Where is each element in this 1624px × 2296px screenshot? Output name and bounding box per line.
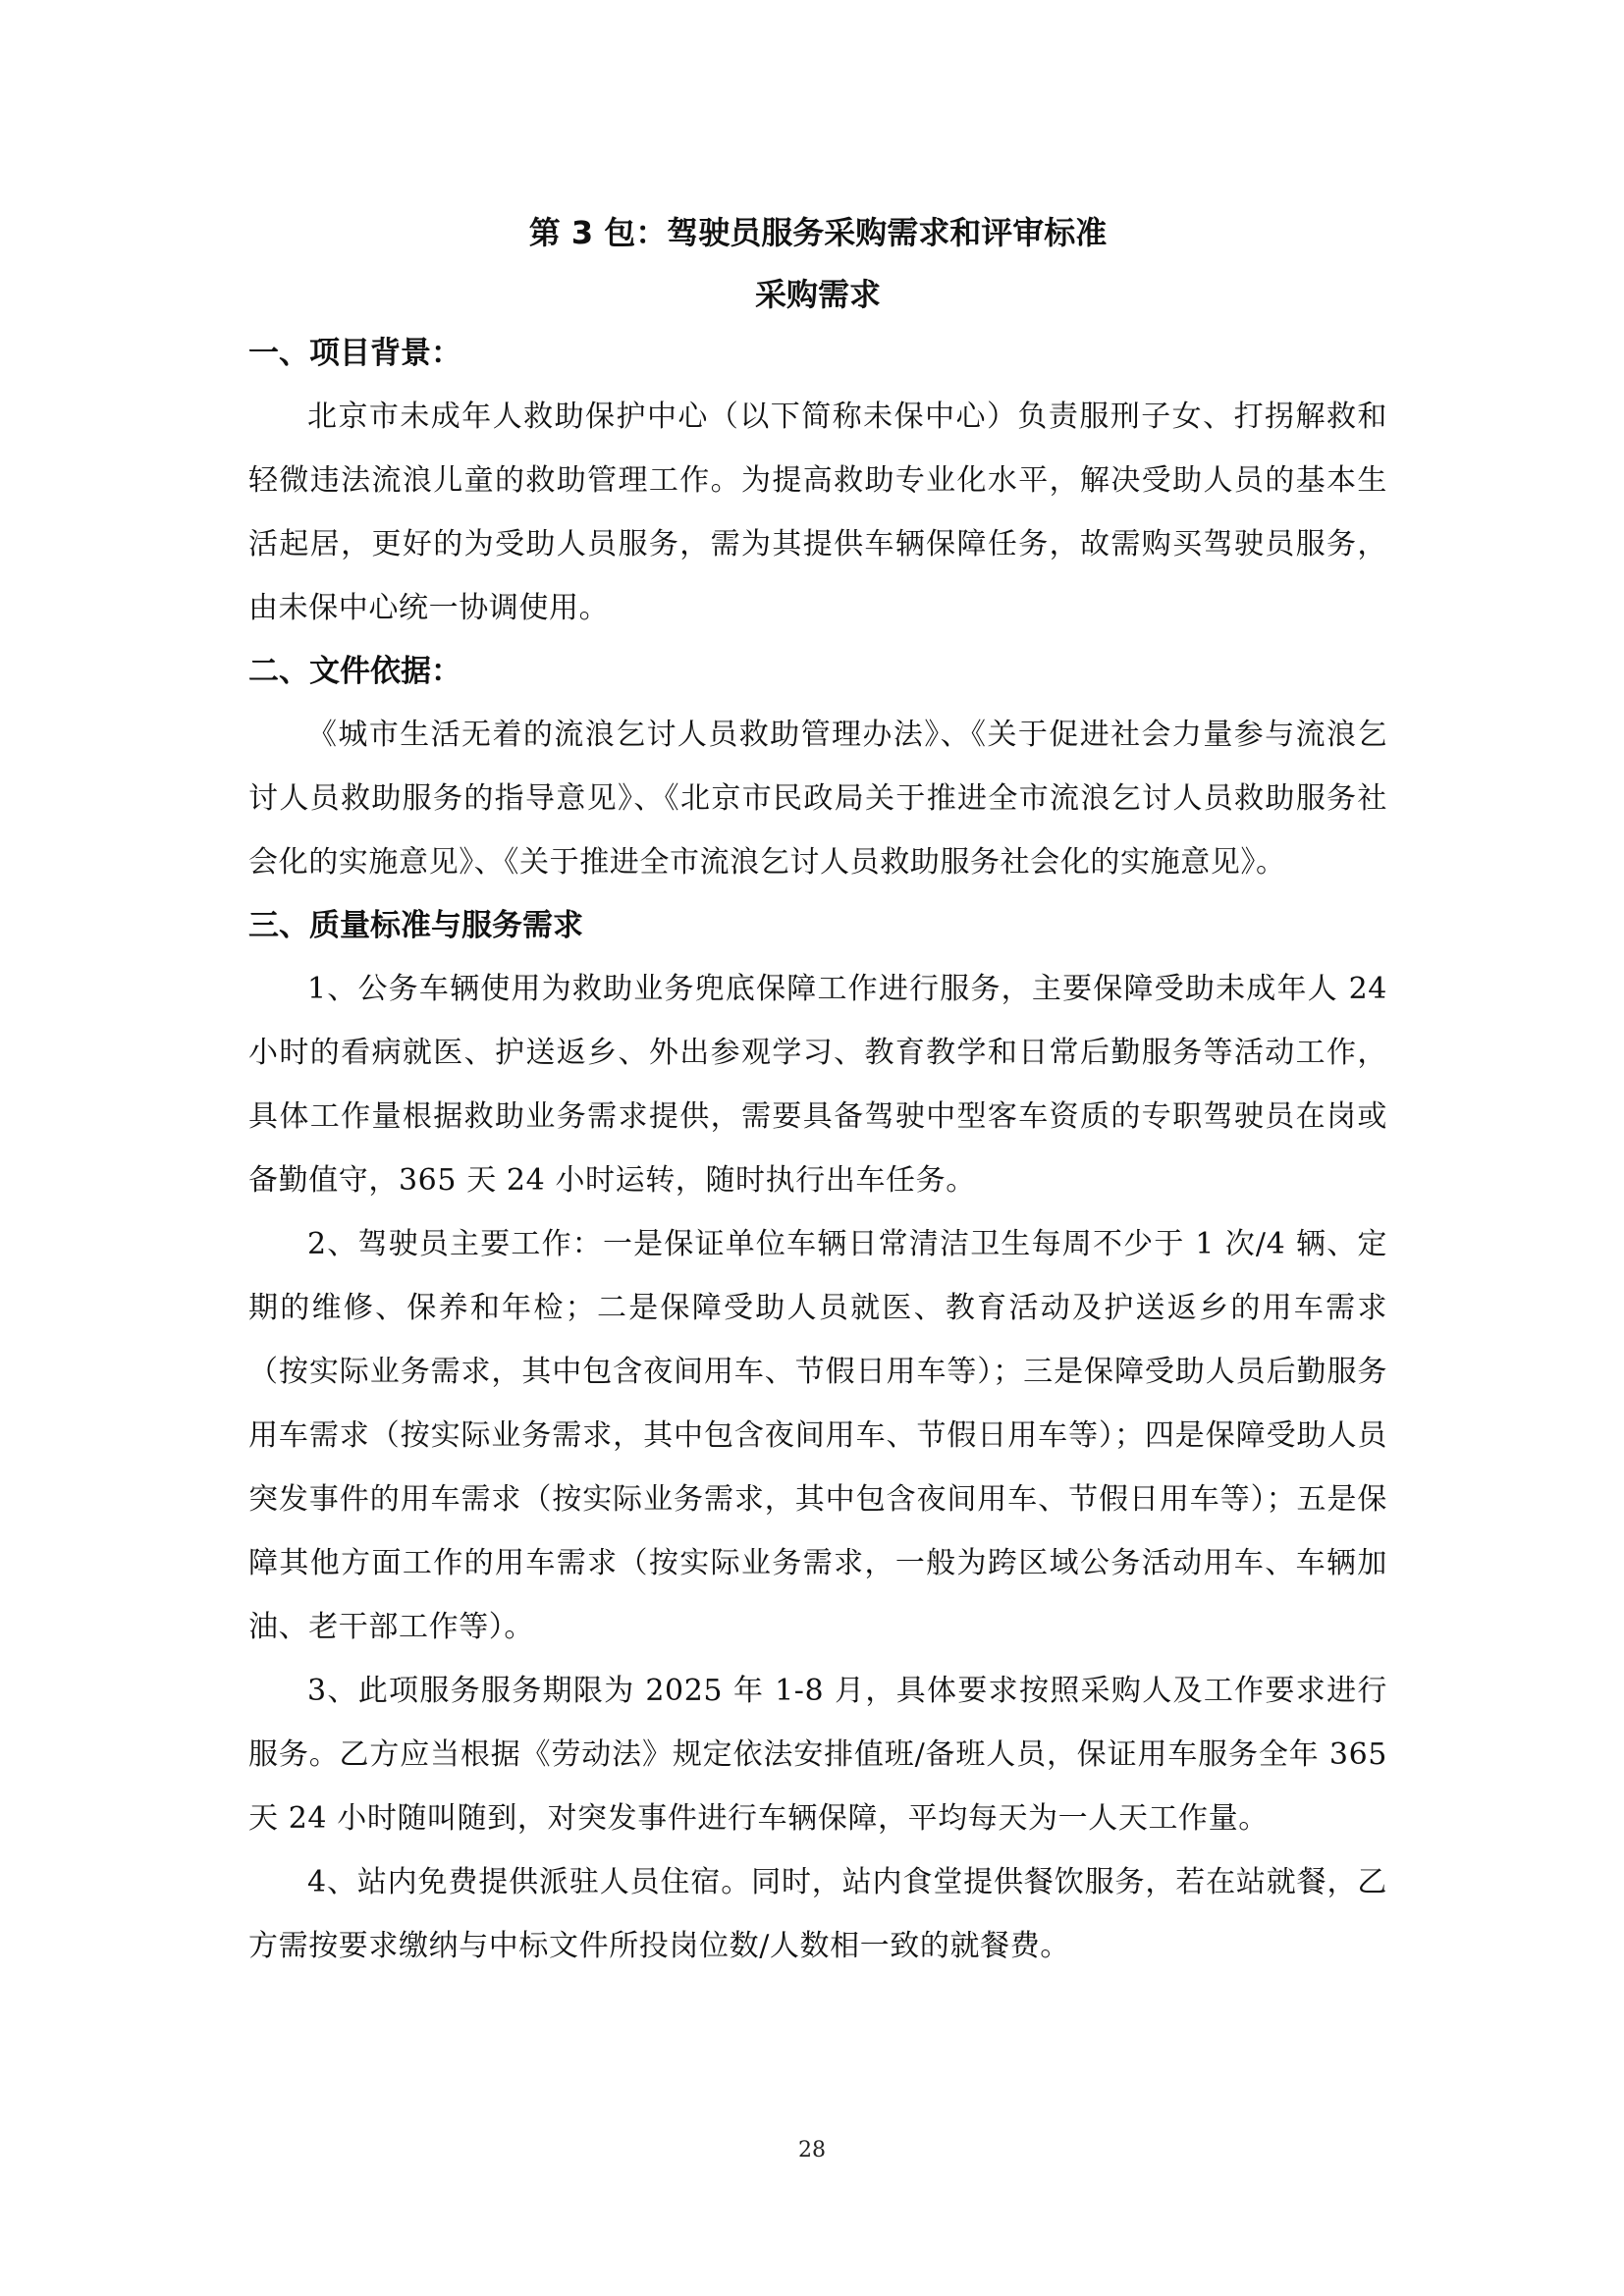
paragraph: 北京市未成年人救助保护中心（以下简称未保中心）负责服刑子女、打拐解救和轻微违法流浪儿童的救助管理工作。为提高救助专业化水平，解决受助人员的基本生活起居，更好的为受助人员服务，需为其提供车辆保障任务，故需购买驾驶员服务，由未保中心统一协调使用。	[248, 400, 1387, 625]
page-number: 28	[798, 2138, 826, 2163]
section-basis	[248, 640, 1387, 894]
document-title: 第 3 包：驾驶员服务采购需求和评审标准	[528, 214, 1108, 251]
document-page	[248, 201, 1387, 1978]
paragraph: 2、驾驶员主要工作：一是保证单位车辆日常清洁卫生每周不少于 1 次/4 辆、定期的维修、保养和年检；二是保障受助人员就医、教育活动及护送返乡的用车需求（按实际业务需求，其中包含夜间用车、节假日用车等）；三是保障受助人员后勤服务用车需求（按实际业务需求，其中包含夜间用车、节假日用车等）；四是保障受助人员突发事件的用车需求（按实际业务需求，其中包含夜间用车、节假日用车等）；五是保障其他方面工作的用车需求（按实际业务需求，一般为跨区域公务活动用车、车辆加油、老干部工作等）。	[248, 1227, 1387, 1644]
section-background	[248, 322, 1387, 640]
paragraph: 3、此项服务服务期限为 2025 年 1-8 月，具体要求按照采购人及工作要求进行服务。乙方应当根据《劳动法》规定依法安排值班/备班人员，保证用车服务全年 365 天 24 小时随叫随到，对突发事件进行车辆保障，平均每天为一人天工作量。	[248, 1674, 1387, 1836]
paragraph: 4、站内免费提供派驻人员住宿。同时，站内食堂提供餐饮服务，若在站就餐，乙方需按要求缴纳与中标文件所投岗位数/人数相一致的就餐费。	[248, 1865, 1387, 1963]
document-subtitle: 采购需求	[754, 276, 881, 313]
section-heading: 三、质量标准与服务需求	[248, 908, 583, 943]
section-quality-standards	[248, 894, 1387, 1978]
section-heading: 二、文件依据：	[248, 654, 461, 689]
paragraph: 《城市生活无着的流浪乞讨人员救助管理办法》、《关于促进社会力量参与流浪乞讨人员救助服务的指导意见》、《北京市民政局关于推进全市流浪乞讨人员救助服务社会化的实施意见》、《关于推进全市流浪乞讨人员救助服务社会化的实施意见》。	[248, 718, 1387, 880]
section-heading: 一、项目背景：	[248, 336, 461, 371]
paragraph: 1、公务车辆使用为救助业务兜底保障工作进行服务，主要保障受助未成年人 24 小时的看病就医、护送返乡、外出参观学习、教育教学和日常后勤服务等活动工作，具体工作量根据救助业务需求提供，需要具备驾驶中型客车资质的专职驾驶员在岗或备勤值守，365 天 24 小时运转，随时执行出车任务。	[248, 972, 1387, 1198]
